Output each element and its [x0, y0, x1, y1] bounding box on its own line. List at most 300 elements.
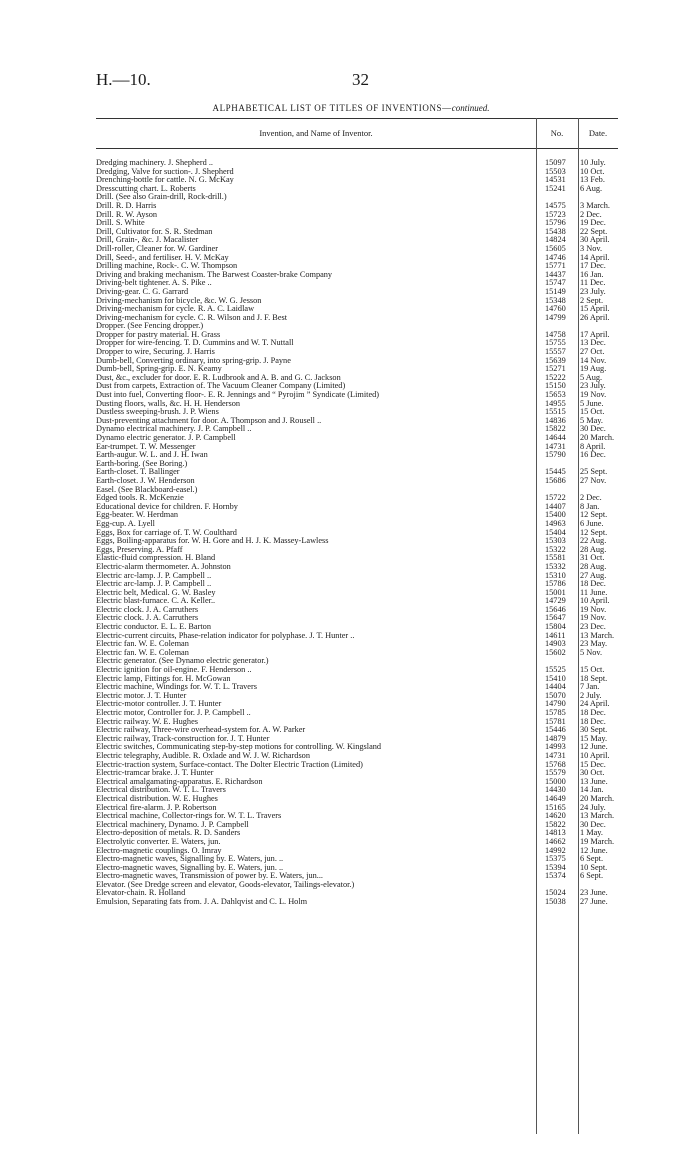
patent-date: 2 July. [580, 690, 602, 700]
patent-date: 27 Nov. [580, 475, 607, 485]
patent-number: 15001 [545, 587, 566, 597]
patent-number: 15445 [545, 467, 566, 477]
patent-date: 8 April. [580, 441, 606, 451]
patent-number: 14955 [545, 398, 566, 408]
patent-number: 14437 [545, 269, 566, 279]
invention-title: Electric-motor controller. J. T. Hunter [96, 700, 222, 709]
caption-text: ALPHABETICAL LIST OF TITLES OF INVENTIONS— [212, 103, 452, 113]
invention-title: Elevator-chain. R. Holland [96, 889, 186, 898]
list-item [96, 314, 618, 323]
patent-number: 15579 [545, 768, 566, 778]
list-item [96, 236, 618, 245]
list-item [96, 382, 618, 391]
report-reference: H.—10. [96, 70, 151, 89]
patent-number: 15348 [545, 295, 566, 305]
list-item [96, 219, 618, 228]
invention-title: Electro-magnetic waves, Signalling by. E. Waters, jun. .. [96, 855, 284, 864]
invention-title: Driving-mechanism for cycle. R. A. C. Laidlaw [96, 305, 255, 314]
patent-number: 15375 [545, 854, 566, 864]
list-item [96, 786, 618, 795]
list-item [96, 597, 618, 606]
patent-date: 23 July. [580, 286, 606, 296]
patent-number: 15271 [545, 364, 566, 374]
patent-number: 14879 [545, 733, 566, 743]
patent-number: 15771 [545, 261, 566, 271]
list-item [96, 331, 618, 340]
list-item [96, 468, 618, 477]
patent-date: 12 Sept. [580, 527, 608, 537]
invention-title: Electric railway. W. E. Hughes [96, 717, 198, 726]
list-item [96, 374, 618, 383]
patent-date: 30 Sept. [580, 725, 608, 735]
patent-number: 15785 [545, 708, 566, 717]
patent-number: 15790 [545, 450, 566, 460]
invention-title: Drill, Seed-, and fertiliser. H. V. McKay [96, 253, 229, 262]
invention-title: Dynamo electrical machinery. J. P. Campbell .. [96, 425, 252, 434]
patent-number: 15747 [545, 278, 566, 288]
invention-title: Electric-tramcar brake. J. T. Hunter [96, 769, 214, 778]
list-item [96, 718, 618, 727]
patent-number: 14662 [545, 836, 566, 846]
patent-date: 28 Aug. [580, 561, 607, 571]
patent-date: 3 March. [580, 200, 610, 210]
patent-number: 15639 [545, 355, 566, 365]
invention-title: Emulsion, Separating fats from. J. A. Dahlqvist and C. L. Holm [96, 898, 308, 907]
patent-date: 30 April. [580, 235, 610, 245]
invention-title: Driving-mechanism for bicycle, &c. W. G. Jesson [96, 296, 262, 305]
list-item [96, 443, 618, 452]
table-top-rule [96, 118, 618, 119]
patent-date: 19 Nov. [580, 604, 607, 614]
list-item [96, 804, 618, 813]
patent-date: 15 Oct. [580, 665, 605, 675]
patent-number: 15322 [545, 544, 566, 554]
patent-date: 10 Oct. [580, 166, 605, 176]
list-item [96, 537, 618, 546]
invention-title: Electric belt, Medical. G. W. Basley [96, 588, 216, 597]
patent-number: 15222 [545, 372, 566, 382]
patent-number: 14824 [545, 235, 566, 245]
patent-date: 1 May. [580, 828, 603, 838]
invention-title: Dust into fuel, Converting floor-. E. R. Jennings and “ Pyrojim ” Syndicate (Limited) [96, 391, 380, 400]
invention-title: Dustless sweeping-brush. J. P. Wiens [96, 408, 219, 417]
invention-title: Electric fan. W. E. Coleman [96, 648, 189, 657]
patent-number: 15410 [545, 673, 566, 683]
invention-title: Drill. R. D. Harris [96, 201, 157, 210]
patent-number: 14836 [545, 415, 566, 425]
list-item [96, 262, 618, 271]
patent-number: 15503 [545, 166, 566, 176]
list-item [96, 451, 618, 460]
list-item [96, 486, 618, 495]
patent-date: 11 June. [580, 587, 608, 597]
patent-date: 6 Aug. [580, 183, 603, 193]
invention-title: Easel. (See Blackboard-easel.) [96, 485, 198, 494]
patent-number: 15768 [545, 759, 566, 769]
list-item [96, 417, 618, 426]
patent-number: 15000 [545, 776, 566, 786]
invention-title: Dropper to wire, Securing. J. Harris [96, 348, 215, 357]
invention-title: Earth-closet. J. W. Henderson [96, 476, 195, 485]
patent-number: 14731 [545, 441, 566, 451]
list-item [96, 769, 618, 778]
list-item [96, 176, 618, 185]
patent-number: 15653 [545, 390, 566, 400]
list-caption [96, 103, 606, 113]
list-item [96, 305, 618, 314]
patent-number: 15438 [545, 226, 566, 236]
list-item [96, 649, 618, 658]
patent-number: 15446 [545, 725, 566, 735]
column-header-no: No. [550, 128, 564, 138]
invention-title: Driving and braking mechanism. The Barwest Coaster-brake Company [96, 270, 333, 279]
invention-title: Egg-beater. W. Herdman [96, 511, 179, 520]
list-item [96, 709, 618, 718]
invention-title: Driving-gear. C. G. Garrard [96, 287, 189, 296]
patent-date: 2 Sept. [580, 295, 604, 305]
patent-date: 30 Dec. [580, 819, 606, 829]
patent-number: 14575 [545, 200, 566, 210]
patent-date: 18 Dec. [580, 716, 606, 726]
patent-date: 16 Dec. [580, 450, 606, 460]
invention-title: Electric-current circuits, Phase-relation indicator for polyphase. J. T. Hunter .. [96, 631, 355, 640]
list-item [96, 408, 618, 417]
list-item [96, 864, 618, 873]
invention-title: Drill. (See also Grain-drill, Rock-drill.) [96, 193, 227, 202]
patent-date: 13 June. [580, 776, 608, 786]
patent-number: 15241 [545, 183, 566, 193]
invention-title: Earth-boring. (See Boring.) [96, 459, 188, 468]
invention-title: Eggs, Boiling-apparatus for. W. H. Gore and H. J. K. Massey-Lawless [96, 537, 329, 546]
invention-title: Dust, &c., excluder for door. E. R. Ludbrook and A. B. and G. C. Jackson [96, 373, 341, 382]
patent-date: 10 April. [580, 750, 610, 760]
patent-number: 14963 [545, 518, 566, 528]
patent-number: 14620 [545, 811, 566, 821]
invention-title: Electric-alarm thermometer. A. Johnston [96, 562, 231, 571]
list-item [96, 778, 618, 787]
list-item [96, 761, 618, 770]
patent-date: 5 June. [580, 398, 604, 408]
patent-date: 12 Sept. [580, 510, 608, 520]
invention-title: Electro-magnetic couplings. O. Imray [96, 846, 222, 855]
patent-number: 14731 [545, 750, 566, 760]
patent-date: 2 Dec. [580, 493, 602, 503]
patent-date: 30 Dec. [580, 424, 606, 434]
list-item [96, 520, 618, 529]
list-item [96, 623, 618, 632]
patent-date: 27 Oct. [580, 347, 605, 357]
list-item [96, 391, 618, 400]
patent-number: 15602 [545, 647, 566, 657]
invention-title: Earth-augur. W. L. and J. H. Iwan [96, 451, 208, 460]
patent-number: 14430 [545, 785, 566, 795]
patent-number: 15149 [545, 286, 566, 296]
patent-date: 17 Dec. [580, 261, 606, 271]
patent-number: 14407 [545, 501, 566, 511]
invention-title: Electric arc-lamp. J. P. Campbell .. [96, 571, 212, 580]
invention-title: Electric machine, Windings for. W. T. L. Travers [96, 683, 257, 692]
invention-title: Dropper for wire-fencing. T. D. Cummins and W. T. Nuttall [96, 339, 294, 348]
patent-number: 14531 [545, 175, 566, 185]
list-item [96, 228, 618, 237]
patent-date: 12 June. [580, 742, 608, 752]
patent-number: 15781 [545, 716, 566, 726]
patent-date: 24 April. [580, 699, 610, 709]
list-item [96, 546, 618, 555]
invention-title: Electric clock. J. A. Carruthers [96, 605, 199, 614]
list-item [96, 580, 618, 589]
patent-date: 20 March. [580, 793, 615, 803]
patent-number: 15070 [545, 690, 566, 700]
patent-date: 3 Nov. [580, 243, 603, 253]
list-item [96, 829, 618, 838]
list-item [96, 494, 618, 503]
list-item [96, 675, 618, 684]
patent-date: 26 April. [580, 312, 610, 322]
list-item [96, 632, 618, 641]
patent-date: 19 Nov. [580, 613, 607, 623]
list-item [96, 357, 618, 366]
list-item [96, 640, 618, 649]
invention-title: Drill. R. W. Ayson [96, 210, 158, 219]
invention-title: Egg-cup. A. Lyell [96, 519, 155, 528]
patent-number: 15796 [545, 218, 566, 228]
caption-continued: continued. [451, 103, 490, 113]
list-item [96, 425, 618, 434]
list-item [96, 683, 618, 692]
invention-title: Electrical amalgamating-apparatus. E. Richardson [96, 777, 263, 786]
invention-title: Earth-closet. T. Ballinger [96, 468, 180, 477]
invention-title: Dynamo electric generator. J. P. Campbell [96, 434, 236, 442]
invention-title: Drilling machine, Rock-. C. W. Thompson [96, 262, 238, 271]
patent-date: 22 Sept. [580, 226, 608, 236]
patent-number: 14644 [545, 433, 566, 442]
list-item [96, 185, 618, 194]
invention-title: Electric-traction system, Surface-contact. The Dolter Electric Traction (Limited) [96, 760, 363, 769]
column-header-title: Invention, and Name of Inventor. [259, 128, 373, 138]
invention-title: Electric lamp, Fittings for. H. McGowan [96, 674, 231, 683]
list-item [96, 881, 618, 890]
patent-number: 15400 [545, 510, 566, 520]
patent-number: 14746 [545, 252, 566, 262]
invention-title: Electric arc-lamp. J. P. Campbell .. [96, 580, 212, 589]
patent-date: 14 Jan. [580, 785, 604, 795]
invention-title: Electric clock. J. A. Carruthers [96, 614, 199, 623]
patent-number: 15723 [545, 209, 566, 219]
patent-number: 14760 [545, 304, 566, 314]
list-item [96, 872, 618, 881]
list-item [96, 202, 618, 211]
patent-date: 13 Feb. [580, 175, 605, 185]
invention-title: Dusting floors, walls, &c. H. H. Henderson [96, 399, 241, 408]
list-item [96, 365, 618, 374]
patent-date: 24 July. [580, 802, 606, 812]
list-item [96, 279, 618, 288]
patent-number: 15822 [545, 819, 566, 829]
patent-date: 25 Sept. [580, 467, 608, 477]
list-item [96, 477, 618, 486]
invention-title: Electric railway, Three-wire overhead-system for. A. W. Parker [96, 726, 306, 735]
patent-date: 31 Oct. [580, 553, 605, 563]
patent-date: 11 Dec. [580, 278, 606, 288]
patent-date: 5 Aug. [580, 372, 603, 382]
inventions-list [96, 159, 618, 907]
patent-number: 15165 [545, 802, 566, 812]
list-item [96, 735, 618, 744]
patent-date: 13 March. [580, 811, 615, 821]
patent-date: 18 Sept. [580, 673, 608, 683]
list-item [96, 692, 618, 701]
patent-number: 15525 [545, 665, 566, 675]
invention-title: Electric switches, Communicating step-by-step motions for controlling. W. Kingsland [96, 743, 382, 752]
patent-date: 6 June. [580, 518, 604, 528]
patent-number: 14649 [545, 793, 566, 803]
invention-title: Electro-deposition of metals. R. D. Sanders [96, 829, 241, 838]
list-item [96, 889, 618, 898]
patent-number: 15647 [545, 613, 566, 623]
table-header-rule [96, 148, 618, 149]
invention-title: Dresscutting chart. L. Roberts [96, 184, 196, 193]
invention-title: Drenching-bottle for cattle. N. G. McKay [96, 176, 234, 185]
patent-number: 15374 [545, 871, 566, 881]
list-item [96, 297, 618, 306]
list-item [96, 348, 618, 357]
patent-number: 14790 [545, 699, 566, 709]
patent-number: 15332 [545, 561, 566, 571]
list-item [96, 211, 618, 220]
list-item [96, 460, 618, 469]
invention-title: Dredging machinery. J. Shepherd .. [96, 159, 213, 167]
patent-date: 19 Nov. [580, 390, 607, 400]
list-item [96, 838, 618, 847]
invention-title: Dredging, Valve for suction-. J. Shepherd [96, 167, 234, 176]
list-item [96, 898, 618, 907]
invention-title: Dumb-bell, Converting ordinary, into spring-grip. J. Payne [96, 356, 291, 365]
list-item [96, 193, 618, 202]
invention-title: Electrical machinery, Dynamo. J. P. Campbell [96, 820, 249, 829]
list-item [96, 572, 618, 581]
patent-date: 7 Jan. [580, 682, 600, 692]
patent-number: 15515 [545, 407, 566, 417]
patent-date: 20 March. [580, 433, 615, 442]
patent-number: 14404 [545, 682, 566, 692]
patent-date: 10 Sept. [580, 862, 608, 872]
patent-number: 15038 [545, 897, 566, 907]
patent-number: 15822 [545, 424, 566, 434]
patent-number: 14611 [545, 630, 566, 640]
patent-number: 15804 [545, 622, 566, 632]
patent-date: 28 Aug. [580, 544, 607, 554]
patent-number: 14992 [545, 845, 566, 855]
patent-date: 13 Dec. [580, 338, 606, 348]
list-item [96, 400, 618, 409]
invention-title: Driving-belt tightener. A. S. Pike .. [96, 279, 212, 288]
list-item [96, 322, 618, 331]
list-item [96, 529, 618, 538]
invention-title: Electrolytic converter. E. Waters, jun. [96, 837, 221, 846]
patent-number: 15310 [545, 570, 566, 580]
invention-title: Drill, Grain-, &c. J. Macalister [96, 236, 199, 245]
patent-date: 30 Oct. [580, 768, 605, 778]
patent-number: 15024 [545, 888, 566, 898]
invention-title: Dropper. (See Fencing dropper.) [96, 322, 204, 331]
patent-date: 15 April. [580, 304, 610, 314]
patent-date: 10 April. [580, 596, 610, 606]
patent-number: 15581 [545, 553, 566, 563]
list-item [96, 700, 618, 709]
patent-date: 23 May. [580, 639, 608, 649]
list-item [96, 554, 618, 563]
list-item [96, 795, 618, 804]
invention-title: Dumb-bell, Spring-grip. E. N. Keamy [96, 365, 222, 374]
list-item [96, 606, 618, 615]
invention-title: Electric telegraphy, Audible. R. Oxlade and W. J. W. Richardson [96, 751, 310, 760]
invention-title: Drill-roller, Cleaner for. W. Gardiner [96, 244, 219, 253]
patent-number: 15755 [545, 338, 566, 348]
patent-date: 18 Dec. [580, 579, 606, 589]
invention-title: Dust from carpets, Extraction of. The Vacuum Cleaner Company (Limited) [96, 382, 346, 391]
list-item [96, 752, 618, 761]
invention-title: Dust-preventing attachment for door. A. Thompson and J. Rousell .. [96, 416, 322, 425]
list-item [96, 563, 618, 572]
patent-number: 14758 [545, 329, 566, 339]
list-item [96, 589, 618, 598]
patent-number: 15605 [545, 243, 566, 253]
patent-number: 15394 [545, 862, 566, 872]
column-header-date: Date. [588, 128, 608, 138]
list-item [96, 666, 618, 675]
invention-title: Educational device for children. F. Hornby [96, 502, 238, 511]
list-item [96, 339, 618, 348]
invention-title: Driving-mechanism for cycle. C. R. Wilson and J. F. Best [96, 313, 288, 322]
patent-date: 5 Nov. [580, 647, 603, 657]
invention-title: Electrical machine, Collector-rings for. W. T. L. Travers [96, 812, 282, 821]
patent-date: 5 May. [580, 415, 603, 425]
patent-number: 15557 [545, 347, 566, 357]
patent-number: 14799 [545, 312, 566, 322]
patent-date: 18 Dec. [580, 708, 606, 717]
list-item [96, 821, 618, 830]
invention-title: Electrical distribution. W. T. L. Travers [96, 786, 226, 795]
patent-number: 14729 [545, 596, 566, 606]
patent-date: 19 March. [580, 836, 615, 846]
patent-date: 12 June. [580, 845, 608, 855]
invention-title: Electric motor. J. T. Hunter [96, 691, 187, 700]
list-item [96, 812, 618, 821]
patent-date: 19 Aug. [580, 364, 607, 374]
invention-title: Drill, Cultivator for. S. R. Stedman [96, 227, 213, 236]
invention-title: Elevator. (See Dredge screen and elevator, Goods-elevator, Tailings-elevator.) [96, 880, 355, 889]
invention-title: Edged tools. R. McKenzie [96, 494, 184, 503]
list-item [96, 245, 618, 254]
list-item [96, 657, 618, 666]
page-number: 32 [352, 70, 369, 89]
patent-number: 14813 [545, 828, 566, 838]
invention-title: Electric fan. W. E. Coleman [96, 640, 189, 649]
patent-number: 15646 [545, 604, 566, 614]
patent-number: 15786 [545, 579, 566, 589]
list-item [96, 168, 618, 177]
patent-date: 13 March. [580, 630, 615, 640]
patent-date: 15 Oct. [580, 407, 605, 417]
patent-number: 14903 [545, 639, 566, 649]
list-item [96, 434, 618, 443]
patent-number: 15722 [545, 493, 566, 503]
patent-date: 8 Jan. [580, 501, 600, 511]
patent-date: 15 Dec. [580, 759, 606, 769]
list-item [96, 847, 618, 856]
list-item [96, 614, 618, 623]
